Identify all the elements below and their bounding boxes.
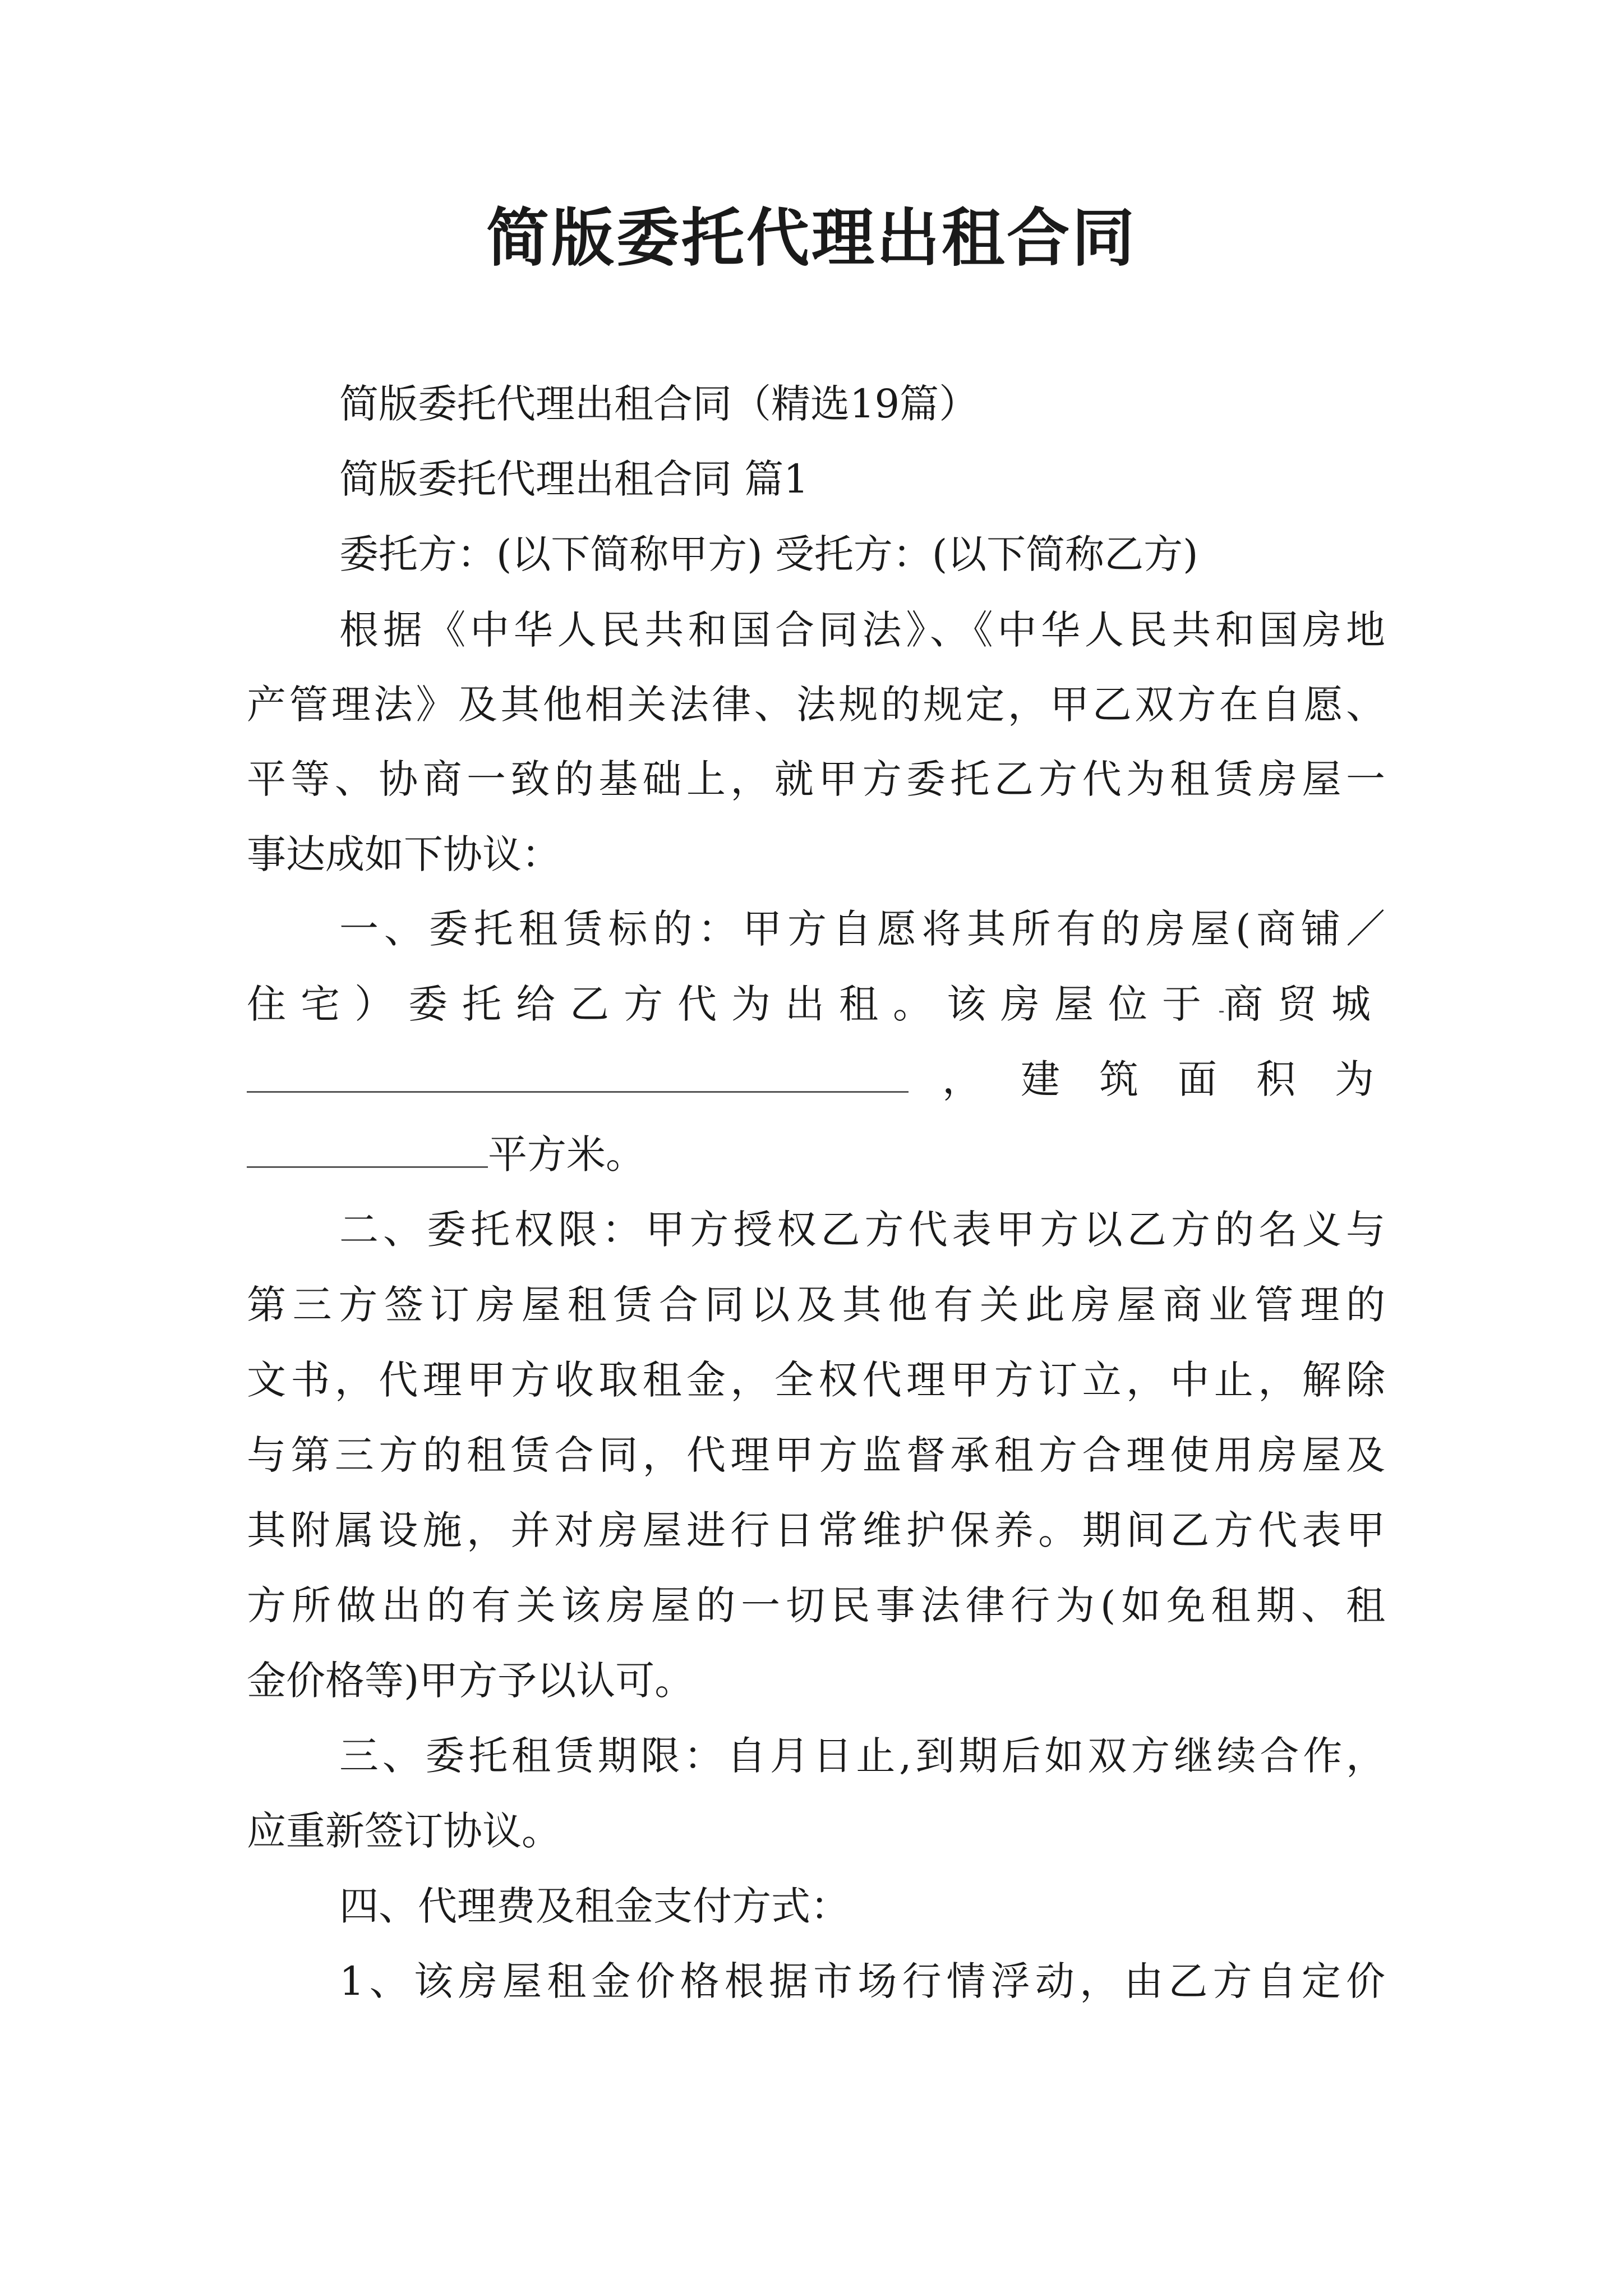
- clause2-line: 二、委托权限：甲方授权乙方代表甲方以乙方的名义与: [339, 1207, 1385, 1253]
- clause2-line: 金价格等)甲方予以认可。: [247, 1658, 694, 1704]
- document-subtitle: 简版委托代理出租合同（精选19篇）: [339, 381, 979, 427]
- address-blank: [247, 1057, 909, 1093]
- clause1-line: 一、委托租赁标的：甲方自愿将其所有的房屋(商铺／: [339, 906, 1385, 952]
- area-blank: [247, 1133, 488, 1168]
- clause2-line: 与第三方的租赁合同，代理甲方监督承租方合理使用房屋及: [247, 1432, 1385, 1478]
- clause1-area-text: ，建筑面积为: [942, 1056, 1385, 1102]
- preamble-line: 根据《中华人民共和国合同法》、《中华人民共和国房地: [339, 607, 1385, 653]
- clause1-location-line: [247, 977, 1385, 1031]
- location-blank: [1219, 977, 1224, 1013]
- clause1-location-suffix: 商贸城: [1224, 981, 1385, 1027]
- clause2-line: 方所做出的有关该房屋的一切民事法律行为(如免租期、租: [247, 1582, 1385, 1628]
- clause4-item: 1、该房屋租金价格根据市场行情浮动，由乙方自定价: [339, 1958, 1385, 2004]
- preamble-line: 平等、协商一致的基础上，就甲方委托乙方代为租赁房屋一: [247, 756, 1385, 802]
- clause2-line: 第三方签订房屋租赁合同以及其他有关此房屋商业管理的: [247, 1282, 1385, 1328]
- clause2-line: 文书，代理甲方收取租金，全权代理甲方订立，中止，解除: [247, 1357, 1385, 1403]
- clause3-line: 三、委托租赁期限：自月日止,到期后如双方继续合作，: [339, 1733, 1385, 1779]
- clause1-unit-line: [247, 1128, 1385, 1181]
- clause1-area-line: [247, 1052, 1385, 1106]
- clause1-location-text: 住宅）委托给乙方代为出租。该房屋位于: [247, 981, 1216, 1027]
- parties-line: 委托方：(以下简称甲方) 受托方：(以下简称乙方): [339, 531, 1198, 577]
- clause2-line: 其附属设施，并对房屋进行日常维护保养。期间乙方代表甲: [247, 1507, 1385, 1553]
- clause1-unit-text: 平方米。: [488, 1131, 645, 1177]
- section-heading: 简版委托代理出租合同 篇1: [339, 456, 809, 502]
- preamble-line: 产管理法》及其他相关法律、法规的规定，甲乙双方在自愿、: [247, 682, 1385, 728]
- document-title: 简版委托代理出租合同: [486, 202, 1137, 275]
- clause4-heading: 四、代理费及租金支付方式：: [339, 1883, 850, 1929]
- clause3-line: 应重新签订协议。: [247, 1808, 561, 1854]
- preamble-line: 事达成如下协议：: [247, 831, 561, 877]
